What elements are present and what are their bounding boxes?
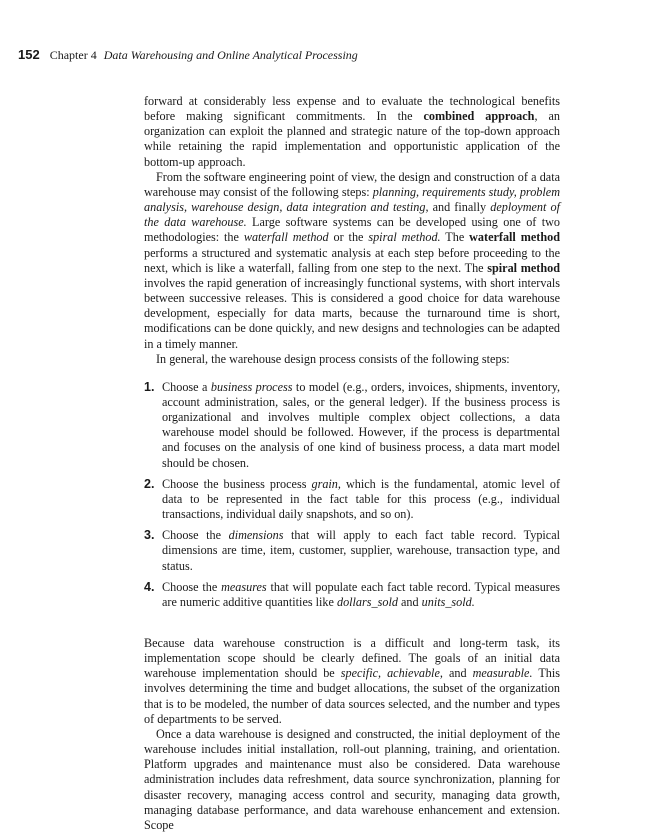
list-item-number: 1. xyxy=(144,379,155,394)
emphasis-goals: specific, achievable, xyxy=(340,666,443,681)
design-steps-list xyxy=(144,380,560,610)
paragraph-1: forward at considerably less expense and to evaluate the technological benefits before making significant commitments. In the combined approach, an organization can exploit the planned and strategic nature of the top-down approach while retaining the rapid implementation and opportunistic application of the bottom-up approach. xyxy=(144,94,560,169)
emphasis-measurable: measurable. xyxy=(472,666,533,681)
list-item-number: 4. xyxy=(144,579,155,594)
term-combined-approach: combined approach xyxy=(423,109,535,124)
emphasis-waterfall: waterfall method xyxy=(243,230,329,245)
chapter-label: Chapter 4 xyxy=(49,48,97,62)
page-number: 152 xyxy=(18,47,40,62)
list-item-number: 2. xyxy=(144,476,155,491)
running-head xyxy=(18,48,358,62)
term-waterfall-method: waterfall method xyxy=(469,230,560,245)
list-item: 4. Choose the measures that will populate each fact table record. Typical measures are numeric additive quantities like dollars_sold and units_sold. xyxy=(144,579,561,609)
paragraph-3: In general, the warehouse design process consists of the following steps: xyxy=(156,351,510,366)
emphasis-steps: planning, requirements study, problem analysis, warehouse design, data integration and testing, xyxy=(144,184,560,215)
paragraph-5: Once a data warehouse is designed and constructed, the initial deployment of the warehouse includes initial installation, roll-out planning, training, and orientation. Platform upgrades and maintenance must also be considered. Data warehouse administration includes data refreshment, data source synchronization, planning for disaster recovery, managing access control and security, managing data growth, managing database performance, and data warehouse enhancement and extension. Scope xyxy=(144,726,560,832)
list-item: 2. Choose the business process grain, which is the fundamental, atomic level of data to be represented in the fact table for this process (e.g., individual transactions, individual daily snapshots, and so on). xyxy=(144,476,561,522)
page-body xyxy=(144,94,560,833)
emphasis-spiral: spiral method. xyxy=(368,230,441,245)
paragraph-2: From the software engineering point of view, the design and construction of a data warehouse may consist of the following steps: planning, requirements study, problem analysis, warehouse design, data integration and testing, and finally deployment of the data warehouse. Large software systems can be developed using one of two methodologies: the waterfall method or the spiral method. The waterfall method performs a structured and systematic analysis at each step before proceeding to the next, which is like a waterfall, falling from one step to the next. The spiral method involves the rapid generation of increasingly functional systems, with short intervals between successive releases. This is considered a good choice for data warehouse development, especially for data marts, because the turnaround time is short, modifications can be done quickly, and new designs and technologies can be adapted in a timely manner. xyxy=(144,169,560,351)
emphasis-deployment: deployment of the data warehouse. xyxy=(144,200,560,230)
paragraph-4: Because data warehouse construction is a difficult and long-term task, its implementation scope should be clearly defined. The goals of an initial data warehouse implementation should be specific, achievable, and measurable. This involves determining the time and budget allocations, the subset of the organization that is to be modeled, the number of data sources selected, and the number and types of departments to be served. xyxy=(144,636,560,726)
list-item: 3. Choose the dimensions that will apply to each fact table record. Typical dimensions are time, item, customer, supplier, warehouse, transaction type, and status. xyxy=(144,528,561,573)
term-spiral-method: spiral method xyxy=(487,260,560,275)
chapter-title: Data Warehousing and Online Analytical Processing xyxy=(103,48,358,62)
list-item-number: 3. xyxy=(144,528,155,543)
list-item: 1. Choose a business process to model (e.g., orders, invoices, shipments, inventory, account administration, sales, or the general ledger). If the business process is organizational and involves multiple complex object collections, a data warehouse model should be followed. However, if the process is departmental and focuses on the analysis of one kind of business process, a data mart model should be chosen. xyxy=(144,379,560,470)
